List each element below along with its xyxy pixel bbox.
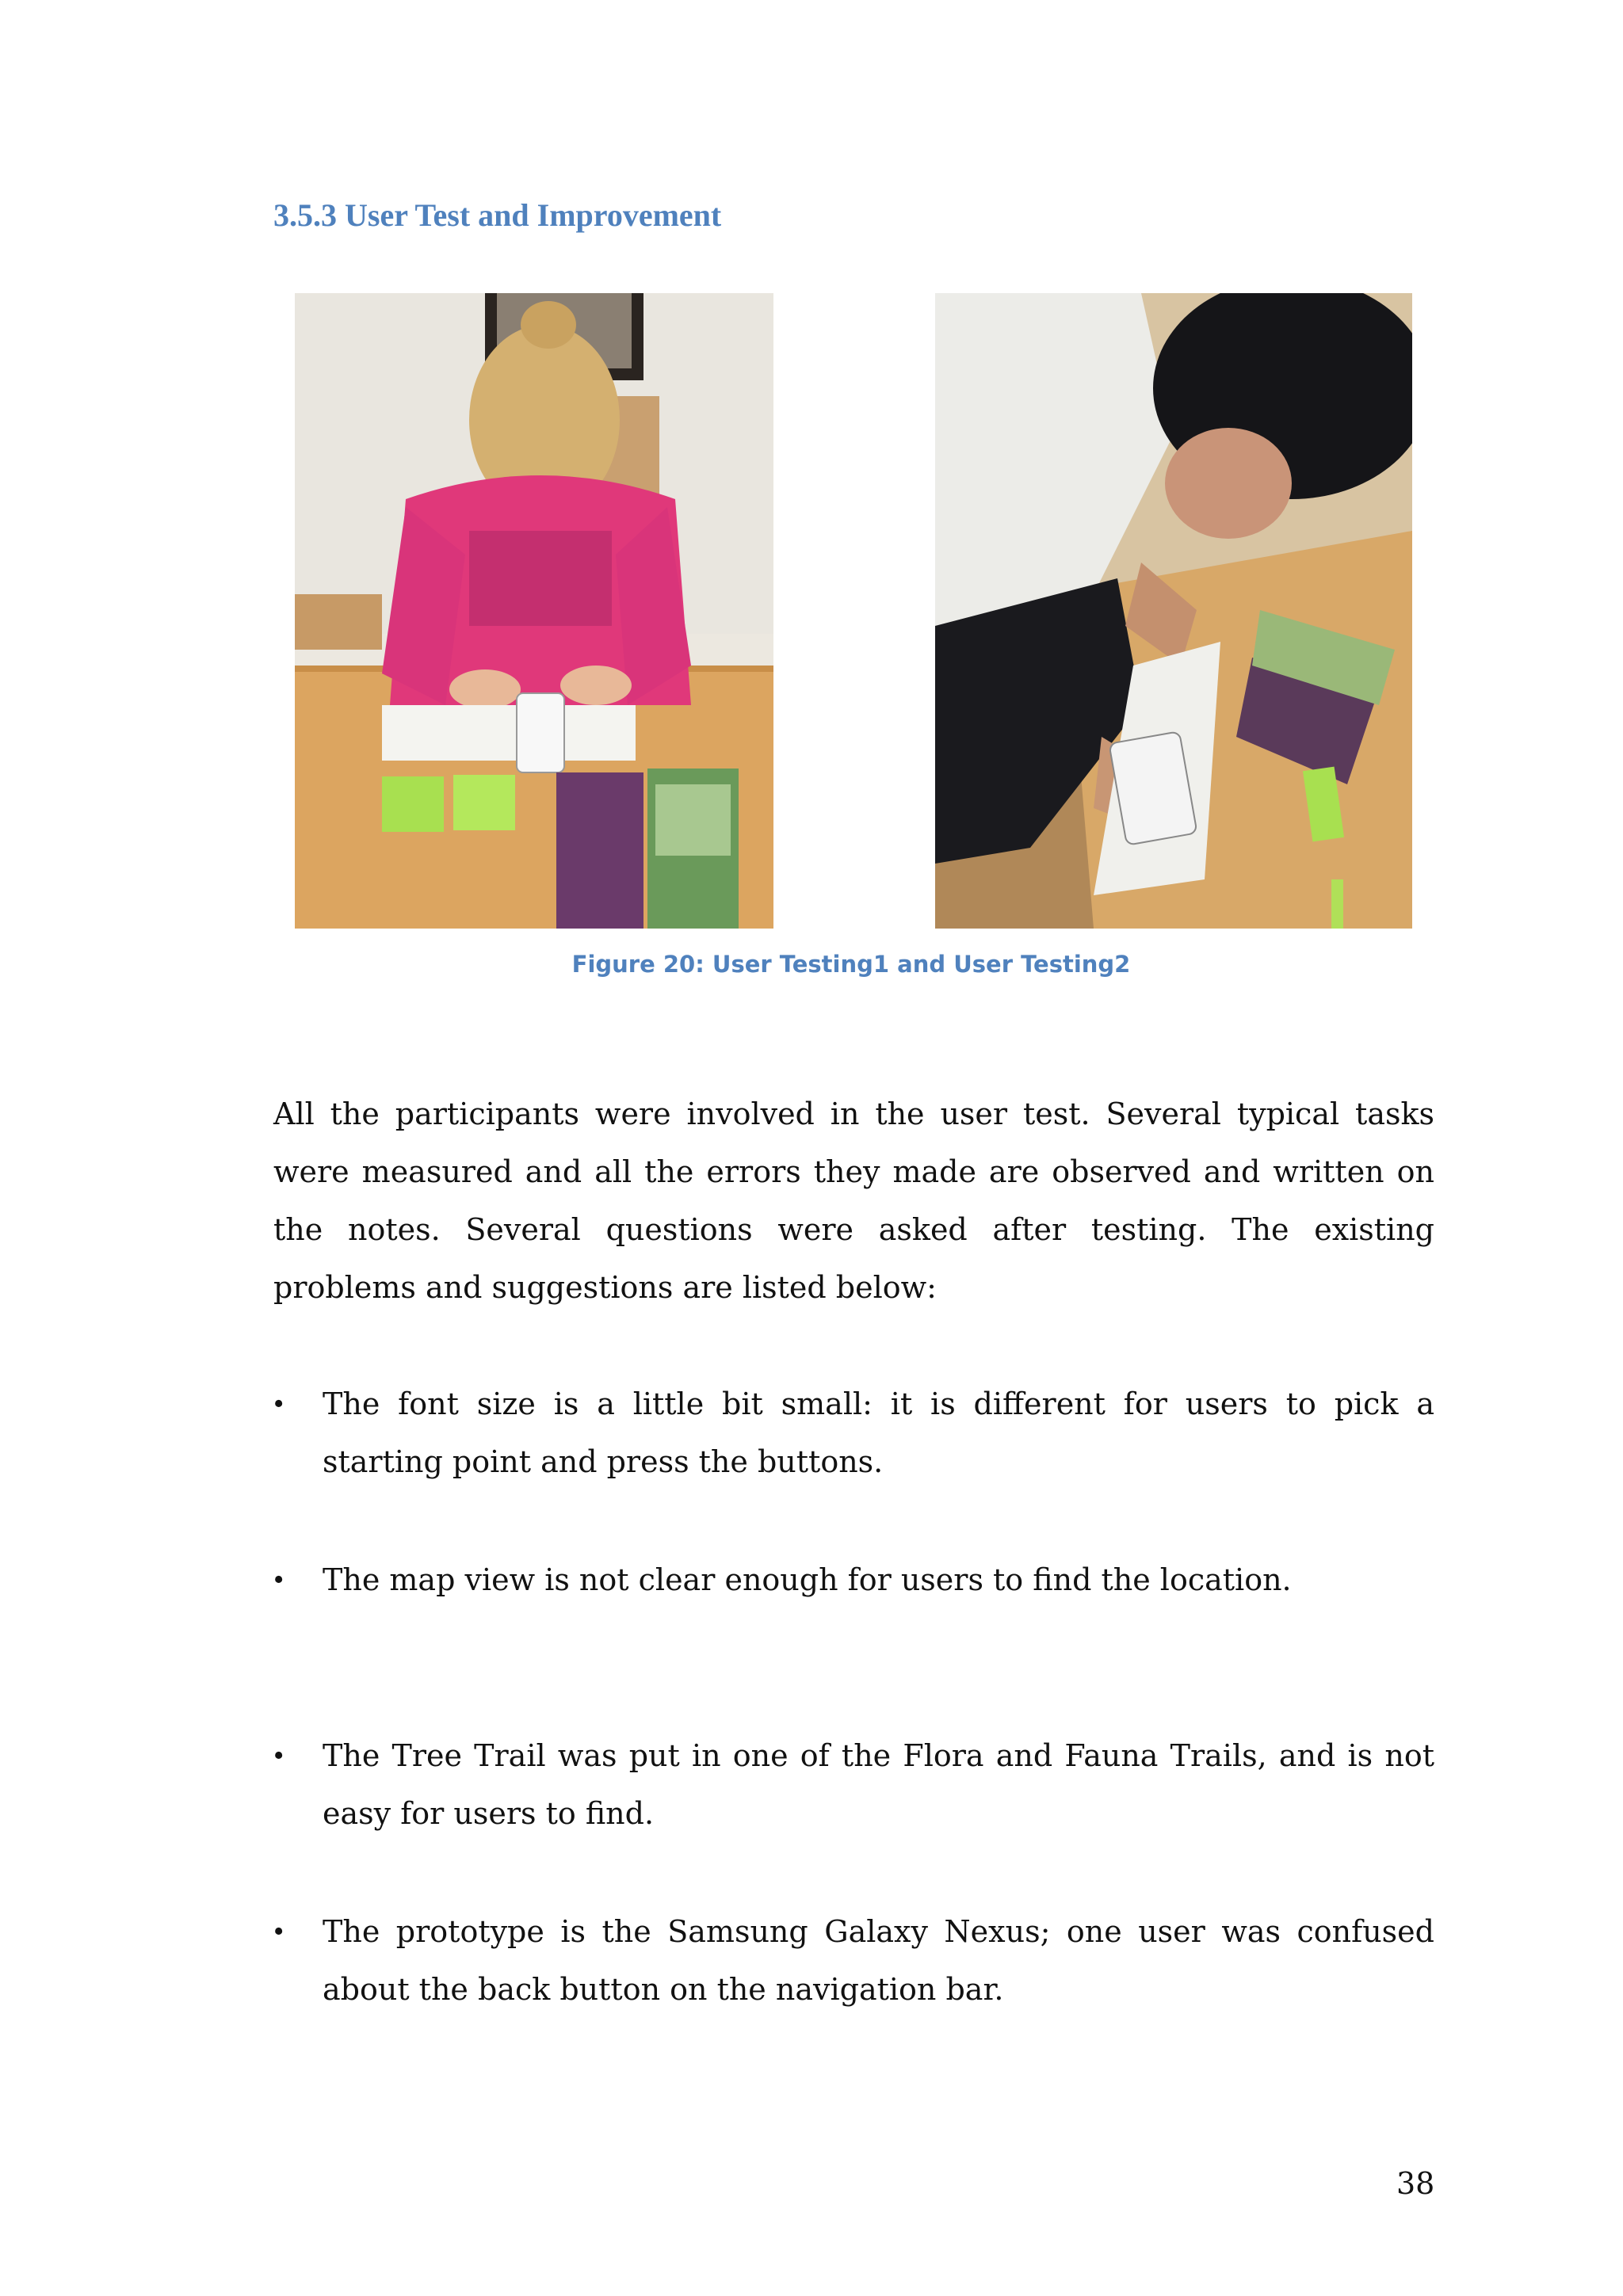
list-item-text: The map view is not clear enough for users to find the location. bbox=[323, 1562, 1292, 1597]
list-item-text: The prototype is the Samsung Galaxy Nexus; one user was confused about the back button on the navigation bar. bbox=[323, 1914, 1434, 2007]
bullet-icon: • bbox=[273, 1387, 285, 1421]
photo-man-icon bbox=[935, 293, 1412, 929]
section-heading: 3.5.3 User Test and Improvement bbox=[273, 197, 722, 233]
photo-woman-icon bbox=[295, 293, 773, 929]
list-item bbox=[273, 1375, 1434, 1491]
bullet-icon: • bbox=[273, 1915, 285, 1948]
list-item bbox=[273, 1903, 1434, 2019]
user-testing-photo-1 bbox=[295, 293, 773, 929]
figure-caption: Figure 20: User Testing1 and User Testing2 bbox=[571, 951, 1131, 978]
body-paragraph: All the participants were involved in the user test. Several typical tasks were measured and all the errors they made are observed and written on the notes. Several questions were asked after testing. The existing problems and suggestions are listed below: bbox=[273, 1097, 1434, 1305]
bullet-icon: • bbox=[273, 1563, 285, 1596]
list-item-text: The font size is a little bit small: it is different for users to pick a starting point and press the buttons. bbox=[323, 1386, 1434, 1479]
user-testing-photo-2 bbox=[935, 293, 1412, 929]
bullet-icon: • bbox=[273, 1739, 285, 1772]
list-item bbox=[273, 1551, 1434, 1609]
list-item-text: The Tree Trail was put in one of the Flora and Fauna Trails, and is not easy for users to find. bbox=[323, 1738, 1434, 1831]
list-item bbox=[273, 1727, 1434, 1843]
page-number: 38 bbox=[1396, 2166, 1435, 2201]
